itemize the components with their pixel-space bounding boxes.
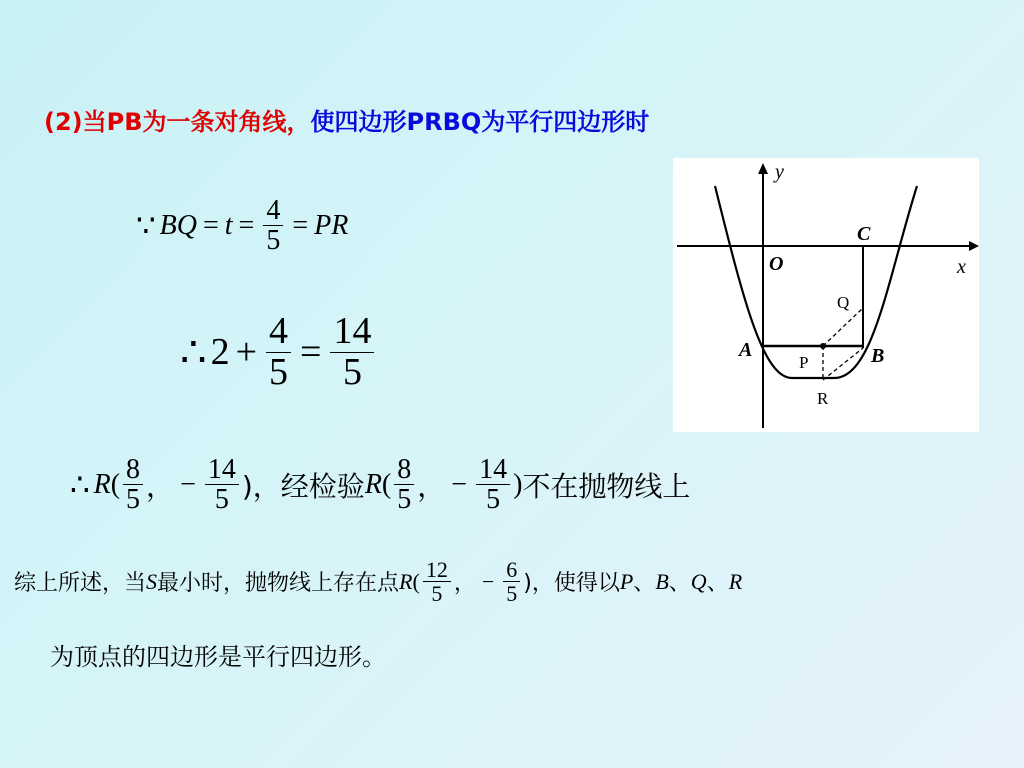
enum-comma: 、 bbox=[706, 571, 729, 597]
numerator: 6 bbox=[506, 557, 518, 582]
heading-part-blue: 使四边形PRBQ为平行四边形时 bbox=[310, 108, 650, 136]
var-pr: PR bbox=[314, 209, 349, 241]
therefore-symbol: ∴ bbox=[180, 330, 207, 377]
denominator: 5 bbox=[486, 484, 501, 516]
label-r: R bbox=[817, 389, 829, 408]
equals-sign: = bbox=[202, 209, 219, 241]
separator: ， bbox=[146, 469, 175, 503]
enum-comma: 、 bbox=[633, 571, 656, 597]
close-paren: )， bbox=[241, 469, 281, 503]
var-t: t bbox=[224, 209, 233, 241]
because-symbol: ∵ bbox=[136, 208, 156, 243]
minus-sign: − bbox=[451, 468, 468, 500]
open-paren: ( bbox=[381, 468, 392, 500]
x-axis-arrow bbox=[969, 241, 979, 251]
var-bq: BQ bbox=[159, 209, 197, 241]
denominator: 5 bbox=[342, 350, 362, 393]
minus-sign: − bbox=[180, 468, 196, 500]
denominator: 5 bbox=[431, 581, 443, 607]
fraction-12-5 bbox=[423, 558, 451, 605]
plus-sign: + bbox=[235, 331, 258, 374]
conclusion-text: 不在抛物线上 bbox=[522, 469, 691, 503]
var-r: R bbox=[728, 568, 743, 594]
close-paren: ) bbox=[513, 468, 523, 500]
separator: ， bbox=[453, 571, 476, 597]
fraction-8-5 bbox=[123, 455, 143, 515]
denominator: 5 bbox=[214, 484, 229, 516]
heading-comma: ， bbox=[286, 108, 311, 136]
open-paren: ( bbox=[412, 568, 420, 594]
denominator: 5 bbox=[397, 484, 412, 516]
denominator: 5 bbox=[126, 484, 141, 516]
fraction-4-5 bbox=[263, 196, 283, 256]
open-paren: ( bbox=[110, 468, 121, 500]
fraction-8-5 bbox=[394, 455, 414, 515]
var-q: Q bbox=[690, 568, 707, 594]
numerator: 14 bbox=[333, 310, 372, 352]
label-c: C bbox=[857, 223, 871, 245]
numerator: 8 bbox=[397, 454, 412, 485]
var-s: S bbox=[146, 568, 158, 594]
minus-sign: − bbox=[481, 568, 495, 594]
fraction-14-5 bbox=[330, 312, 374, 393]
point-p bbox=[820, 343, 826, 349]
summary-lead: 综上所述，当 bbox=[14, 571, 147, 597]
numerator: 4 bbox=[266, 195, 281, 226]
var-b: B bbox=[655, 568, 669, 594]
denominator: 5 bbox=[506, 581, 518, 607]
label-q: Q bbox=[837, 293, 850, 312]
equation-sum bbox=[180, 312, 377, 393]
summary-line-2: 为顶点的四边形是平行四边形。 bbox=[50, 643, 386, 671]
equals-sign: = bbox=[300, 331, 322, 374]
summary-mid: 最小时，抛物线上存在点 bbox=[157, 571, 400, 597]
var-p: P bbox=[619, 568, 634, 594]
equation-bq-equals-pr bbox=[136, 196, 348, 256]
slide-heading bbox=[44, 102, 649, 137]
var-r: R bbox=[364, 468, 382, 500]
fraction-14-5 bbox=[476, 455, 510, 515]
heading-part-red: (2)当PB为一条对角线 bbox=[44, 108, 287, 136]
numerator: 12 bbox=[425, 557, 448, 582]
dashed-pq bbox=[823, 308, 863, 346]
equals-sign: = bbox=[238, 209, 255, 241]
summary-line bbox=[14, 558, 742, 605]
label-p: P bbox=[799, 353, 809, 372]
separator: ， bbox=[417, 469, 446, 503]
equals-sign: = bbox=[292, 209, 309, 241]
var-r: R bbox=[93, 468, 111, 500]
y-axis-arrow bbox=[758, 163, 768, 174]
number-two: 2 bbox=[210, 331, 230, 374]
fraction-4-5 bbox=[266, 312, 291, 393]
label-y: y bbox=[775, 161, 784, 183]
enum-comma: 、 bbox=[668, 571, 691, 597]
label-b: B bbox=[871, 345, 885, 367]
var-r: R bbox=[399, 568, 413, 594]
label-a: A bbox=[739, 339, 753, 361]
summary-close: )，使得以 bbox=[523, 571, 620, 597]
label-o: O bbox=[769, 253, 784, 275]
parabola-figure bbox=[673, 158, 979, 432]
denominator: 5 bbox=[269, 350, 289, 393]
numerator: 4 bbox=[269, 310, 289, 352]
fraction-14-5 bbox=[205, 455, 239, 515]
check-text: 经检验 bbox=[280, 469, 365, 503]
therefore-symbol: ∴ bbox=[70, 467, 90, 502]
numerator: 14 bbox=[479, 454, 508, 485]
denominator: 5 bbox=[266, 225, 281, 257]
equation-point-r bbox=[70, 455, 690, 515]
label-x: x bbox=[957, 256, 966, 278]
fraction-6-5 bbox=[503, 558, 520, 605]
numerator: 8 bbox=[126, 454, 141, 485]
numerator: 14 bbox=[207, 454, 236, 485]
